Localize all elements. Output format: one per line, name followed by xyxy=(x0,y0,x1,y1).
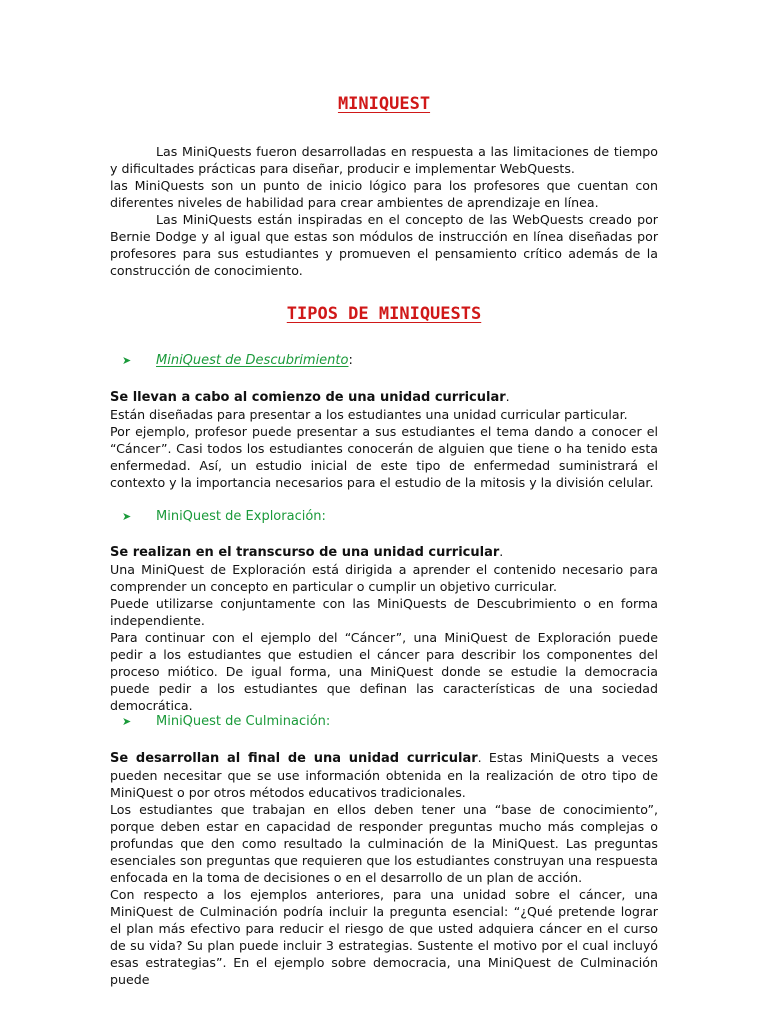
heading-culminacion xyxy=(122,714,330,729)
exploracion-paragraph-1: Una MiniQuest de Exploración está dirigida a aprender el contenido necesario para comprender un concepto en particular o cumplir un objetivo curricular. xyxy=(110,562,658,594)
lead-exploracion xyxy=(110,543,658,561)
intro-paragraph-2: las MiniQuests son un punto de inicio lógico para los profesores que cuentan con diferentes niveles de habilidad para crear ambientes de aprendizaje en línea. xyxy=(110,178,658,210)
page-title: MINIQUEST xyxy=(337,94,431,114)
lead-culminacion xyxy=(110,749,658,801)
heading-exploracion xyxy=(122,509,326,524)
section-culminacion xyxy=(110,749,658,988)
heading-colon: : xyxy=(348,353,353,368)
heading-descubrimiento xyxy=(122,353,353,368)
intro-section xyxy=(110,143,658,279)
arrow-bullet-icon: ➤ xyxy=(122,715,132,728)
lead-bold-text: Se realizan en el transcurso de una unidad curricular xyxy=(110,545,500,560)
exploracion-paragraph-2: Puede utilizarse conjuntamente con las MiniQuests de Descubrimiento o en forma independiente. xyxy=(110,596,658,628)
lead-descubrimiento xyxy=(110,388,658,406)
heading-exploracion-label: MiniQuest de Exploración: xyxy=(156,509,326,524)
lead-bold-text: Se desarrollan al final de una unidad curricular xyxy=(110,751,478,766)
intro-paragraph-3: Las MiniQuests están inspiradas en el concepto de las WebQuests creado por Bernie Dodge y al igual que estas son módulos de instrucción en línea diseñadas por profesores para sus estudiantes y promueven el pensamiento crítico además de la construcción de conocimiento. xyxy=(110,212,658,278)
lead-end: . xyxy=(499,544,504,559)
heading-culminacion-label: MiniQuest de Culminación: xyxy=(156,714,331,729)
culminacion-paragraph-2: Con respecto a los ejemplos anteriores, para una unidad sobre el cáncer, una MiniQuest de Culminación podría incluir la pregunta esencial: “¿Qué pretende lograr el plan más efectivo para reducir el riesgo de que usted adquiera cáncer en el curso de su vida? Su plan puede incluir 3 estrategias. Sustente el motivo por el cual incluyó esas estrategias”. En el ejemplo sobre democracia, una MiniQuest de Culminación puede xyxy=(110,887,658,987)
lead-end: . Estas MiniQuests a veces pueden necesitar que se use información obtenida en la realización de otro tipo de MiniQuest o por otros métodos educativos tradicionales. xyxy=(110,750,658,800)
culminacion-paragraph-1: Los estudiantes que trabajan en ellos deben tener una “base de conocimiento”, porque deben estar en capacidad de responder preguntas mucho más complejas o profundas que den como resultado la culminación de la MiniQuest. Las preguntas esenciales son preguntas que requieren que los estudiantes construyan una respuesta enfocada en la toma de decisiones o en el desarrollo de un plan de acción. xyxy=(110,802,658,885)
descubrimiento-paragraph-1: Están diseñadas para presentar a los estudiantes una unidad curricular particular. xyxy=(110,407,628,422)
lead-end: . xyxy=(505,389,510,404)
section-exploracion xyxy=(110,543,658,714)
arrow-bullet-icon: ➤ xyxy=(122,510,132,523)
lead-bold-text: Se llevan a cabo al comienzo de una unidad curricular xyxy=(110,390,506,405)
section-title: TIPOS DE MINIQUESTS xyxy=(286,304,482,324)
arrow-bullet-icon: ➤ xyxy=(122,354,132,367)
descubrimiento-paragraph-2: Por ejemplo, profesor puede presentar a sus estudiantes el tema dando a conocer el “Cáncer”. Casi todos los estudiantes conocerán de alguien que tiene o ha tenido esta enfermedad. Así, un estudio inicial de este tipo de enfermedad suministrará el contexto y la importancia necesarios para el estudio de la mitosis y la división celular. xyxy=(110,424,658,490)
intro-paragraph-1: Las MiniQuests fueron desarrolladas en respuesta a las limitaciones de tiempo y dificultades prácticas para diseñar, producir e implementar WebQuests. xyxy=(110,144,658,176)
section-descubrimiento xyxy=(110,388,658,491)
exploracion-paragraph-3: Para continuar con el ejemplo del “Cáncer”, una MiniQuest de Exploración puede pedir a los estudiantes que estudien el cáncer para describir los componentes del proceso miótico. De igual forma, una MiniQuest donde se estudie la democracia puede pedir a los estudiantes que definan las características de una sociedad democrática. xyxy=(110,630,658,713)
heading-descubrimiento-label: MiniQuest de Descubrimiento xyxy=(156,353,349,368)
